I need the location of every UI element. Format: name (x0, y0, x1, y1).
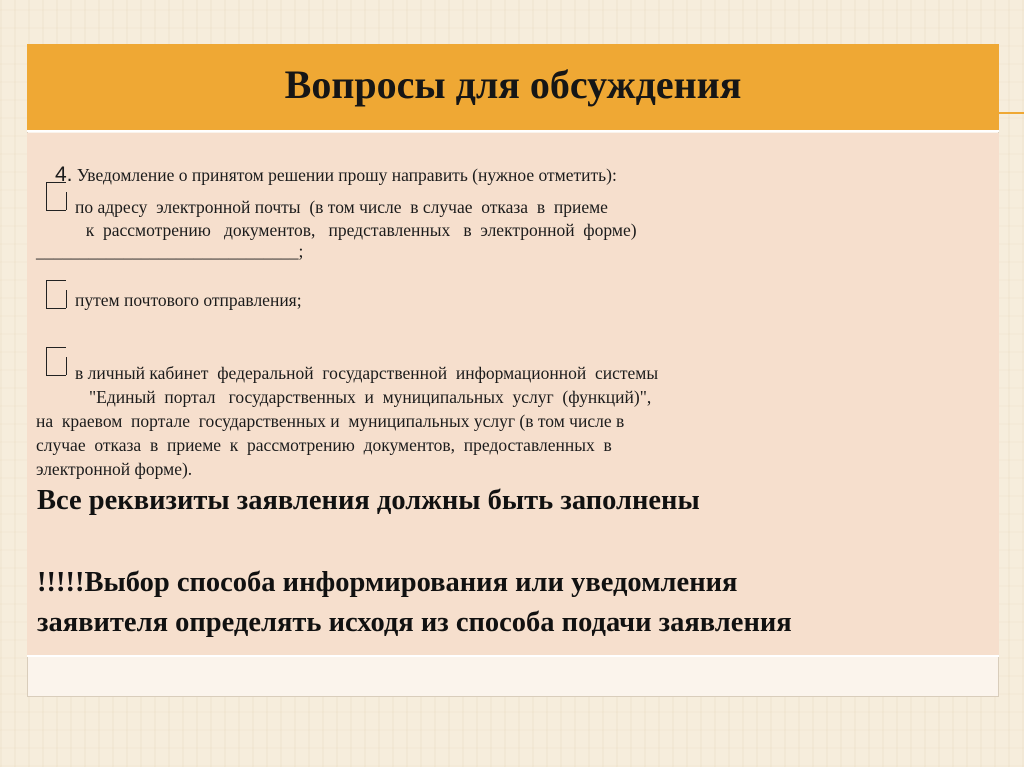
checkbox-post[interactable] (46, 280, 66, 309)
option-cabinet-line-3: на краевом портале государственных и муниципальных услуг (в том числе в (36, 411, 625, 431)
option-post-line-1: путем почтового отправления; (75, 290, 302, 310)
item-heading (39, 145, 617, 205)
item-intro: Уведомление о принятом решении прошу направить (нужное отметить): (72, 165, 617, 185)
option-cabinet-line-5: электронной форме). (36, 459, 193, 479)
note-requisites: Все реквизиты заявления должны быть заполнены (37, 485, 700, 516)
option-cabinet-line-2: "Единый портал государственных и муниципальных услуг (функций)", (89, 387, 652, 407)
title-bar (27, 44, 999, 132)
option-email-line-2: к рассмотрению документов, представленных в электронной форме) (77, 220, 637, 240)
option-cabinet-line-4: случае отказа в приеме к рассмотрению документов, предоставленных в (36, 435, 612, 455)
note-choice-line-2: заявителя определять исходя из способа подачи заявления (37, 607, 792, 638)
title-accent-line (999, 112, 1024, 114)
option-email-line-3: ______________________________; (36, 241, 304, 261)
option-cabinet-line-1: в личный кабинет федеральной государственной информационной системы (75, 363, 659, 383)
option-email-line-1: по адресу электронной почты (в том числе в случае отказа в приеме (75, 197, 608, 217)
page-title: Вопросы для обсуждения (284, 61, 742, 107)
item-number: 4. (55, 163, 73, 186)
note-choice-line-1: !!!!!Выбор способа информирования или уведомления (37, 567, 738, 598)
checkbox-email[interactable] (46, 182, 66, 211)
checkbox-cabinet[interactable] (46, 347, 66, 376)
content-panel (27, 133, 999, 657)
